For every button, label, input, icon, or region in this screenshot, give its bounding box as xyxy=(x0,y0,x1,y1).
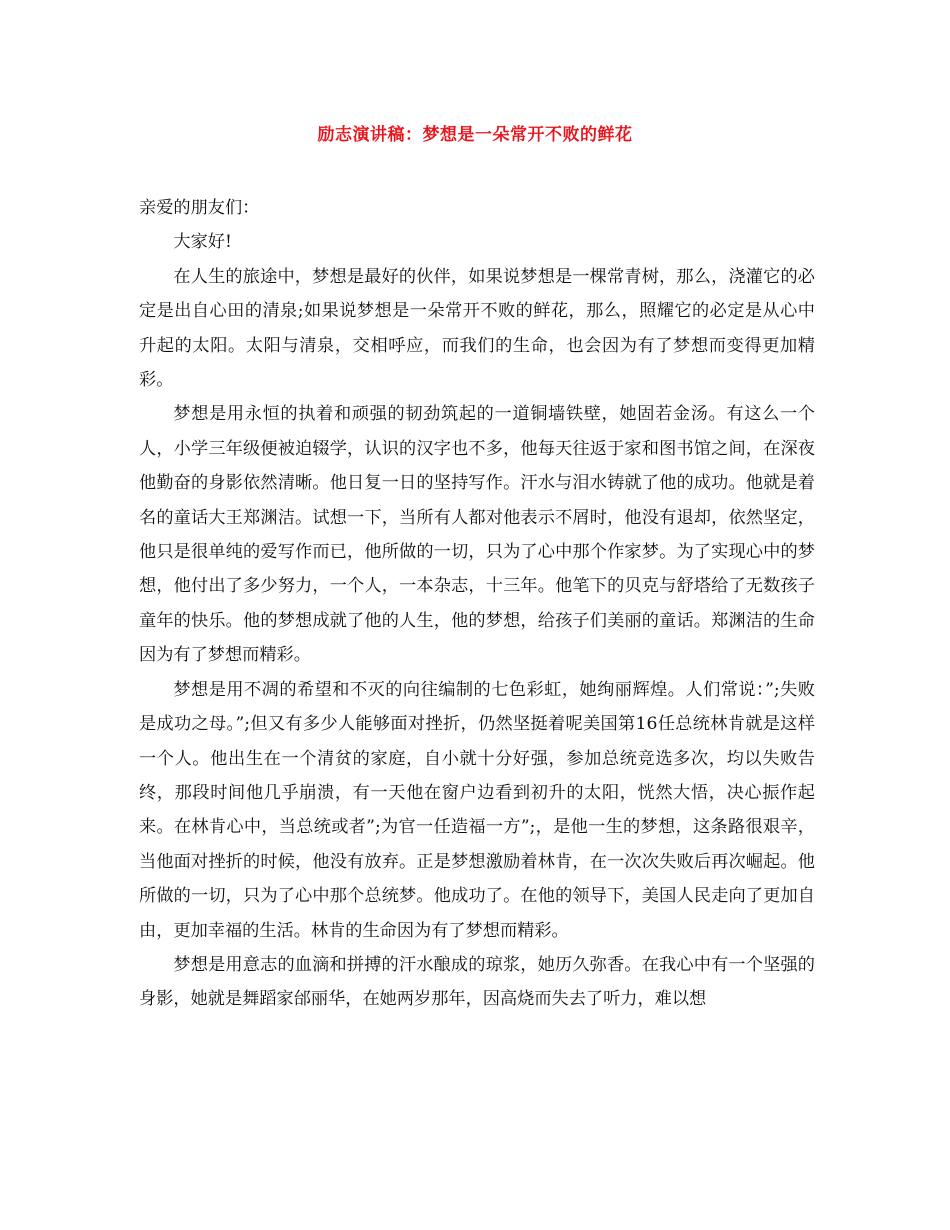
paragraph-intro: 在人生的旅途中，梦想是最好的伙伴，如果说梦想是一棵常青树，那么，浇灌它的必定是出自心田的清泉;如果说梦想是一朵常开不败的鲜花，那么，照耀它的必定是从心中升起的太阳。太阳与清泉，交相呼应，而我们的生命，也会因为有了梦想而变得更加精彩。 xyxy=(139,266,815,391)
document-title: 励志演讲稿：梦想是一朵常开不败的鲜花 xyxy=(317,125,633,145)
paragraph-tai-lihua: 梦想是用意志的血滴和拼搏的汗水酿成的琼浆，她历久弥香。在我心中有一个坚强的身影，她就是舞蹈家邰丽华，在她两岁那年，因高烧而失去了听力，难以想 xyxy=(139,954,815,1010)
paragraph-greeting: 大家好! xyxy=(173,232,232,253)
paragraph-zheng-yuanjie: 梦想是用永恒的执着和顽强的韧劲筑起的一道铜墙铁壁，她固若金汤。有这么一个人，小学三年级便被迫辍学，认识的汉字也不多，他每天往返于家和图书馆之间，在深夜他勤奋的身影依然清晰。他日复一日的坚持写作。汗水与泪水铸就了他的成功。他就是着名的童话大王郑渊洁。试想一下，当所有人都对他表示不屑时，他没有退却，依然坚定，他只是很单纯的爱写作而已，他所做的一切，只为了心中那个作家梦。为了实现心中的梦想，他付出了多少努力，一个人，一本杂志，十三年。他笔下的贝克与舒塔给了无数孩子童年的快乐。他的梦想成就了他的人生，他的梦想，给孩子们美丽的童话。郑渊洁的生命因为有了梦想而精彩。 xyxy=(139,404,815,666)
salutation: 亲爱的朋友们： xyxy=(139,198,260,218)
paragraph-lincoln: 梦想是用不凋的希望和不灭的向往编制的七色彩虹，她绚丽辉煌。人们常说：”;失败是成功之母。”;但又有多少人能够面对挫折，仍然坚挺着呢美国第16任总统林肯就是这样一个人。他出生在一个清贫的家庭，自小就十分好强，参加总统竞选多次，均以失败告终，那段时间他几乎崩溃，有一天他在窗户边看到初升的太阳，恍然大悟，决心振作起来。在林肯心中，当总统或者”;为官一任造福一方”;，是他一生的梦想，这条路很艰辛，当他面对挫折的时候，他没有放弃。正是梦想激励着林肯，在一次次失败后再次崛起。他所做的一切，只为了心中那个总统梦。他成功了。在他的领导下，美国人民走向了更加自由，更加幸福的生活。林肯的生命因为有了梦想而精彩。 xyxy=(139,679,815,941)
document-body xyxy=(139,191,815,1017)
